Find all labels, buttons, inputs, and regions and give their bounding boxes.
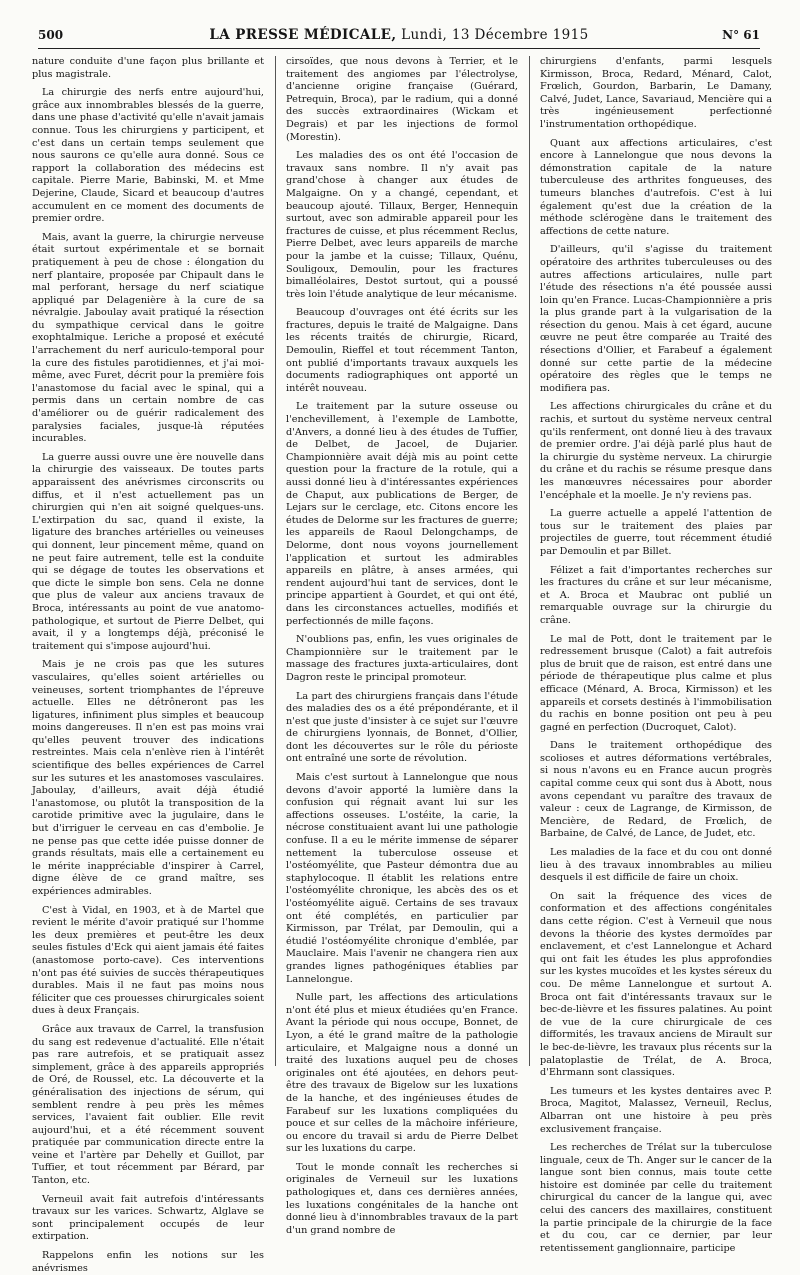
paragraph: La guerre actuelle a appelé l'attention de tous sur le traitement des plaies par projectiles de guerre, tout récemment étudié par Demoulin et par Billet.: [540, 508, 772, 557]
paragraph: nature conduite d'une façon plus brillante et plus magistrale.: [32, 56, 264, 80]
paragraph: Tout le monde connaît les recherches si originales de Verneuil sur les luxations pathologiques et, dans ces dernières années, les luxations congénitales de la hanche ont donné lieu à d'innombrables travaux de la part d'un grand nombre de: [286, 1161, 518, 1236]
paragraph: Rappelons enfin les notions sur les anévrismes: [32, 1250, 264, 1274]
paragraph: Mais, avant la guerre, la chirurgie nerveuse était surtout expérimentale et se bornait pratiquement à peu de chose : élongation du nerf plantaire, proposée par Chipault dans le mal perforant, hersage du nerf sciatique appliqué par Delagenière à la cure de sa névralgie. Jaboulay avait pratiqué la résection du sympathique cervical dans le goitre exophtalmique. Leriche a proposé et exécuté l'arrachement du nerf auriculo-temporal pour la cure des fistules parotidiennes, et j'ai moi-même, avec Furet, décrit pour la première fois l'anastomose du facial avec le spinal, qui a permis dans un certain nombre de cas d'améliorer ou de guérir radicalement des paralysies faciales, jusque-là réputées incurables.: [32, 231, 264, 445]
paragraph: Les maladies de la face et du cou ont donné lieu à des travaux innombrables au milieu desquels il est difficile de faire un choix.: [540, 847, 772, 884]
article-body: [32, 56, 772, 1274]
paragraph: Les recherches de Trélat sur la tuberculose linguale, ceux de Th. Anger sur le cancer de la langue sont bien connus, mais toute cette histoire est dominée par celle du traitement chirurgical du cancer de la langue qui, avec celui des cancers des maxillaires, constituent la partie principale de la chirurgie de la face et du cou, car ce dernier, par leur retentissement ganglionnaire, participe: [540, 1142, 772, 1254]
paragraph: Beaucoup d'ouvrages ont été écrits sur les fractures, depuis le traité de Malgaigne. Dans les récents traités de chirurgie, Ricard, Demoulin, Rieffel et tout récemment Tanton, ont publié d'importants travaux auxquels les documents radiographiques ont apporté un intérêt nouveau.: [286, 307, 518, 394]
issue-number: N° 61: [722, 28, 760, 42]
paragraph: Dans le traitement orthopédique des scolioses et autres déformations vertébrales, si nous n'avons eu en France aucun progrès capital comme ceux qui sont dus à Abott, nous avons cependant vu paraître des travaux de valeur : ceux de Lagrange, de Kirmisson, de Mencière, de Redard, de Frœlich, de Barbaine, de Calvé, de Lance, de Judet, etc.: [540, 740, 772, 840]
paragraph: Grâce aux travaux de Carrel, la transfusion du sang est redevenue d'actualité. Elle n'était pas rare autrefois, et se pratiquait assez simplement, grâce à des appareils appropriés de Oré, de Roussel, etc. La découverte et la généralisation des injections de sérum, qui semblent rendre à peu près les mêmes services, l'avaient fait oublier. Elle revit aujourd'hui, et a été récemment souvent pratiquée par communication directe entre la veine et l'artère par Dehelly et Guillot, par Tuffier, et tout récemment par Bérard, par Tanton, etc.: [32, 1023, 264, 1187]
paragraph: Verneuil avait fait autrefois d'intéressants travaux sur les varices. Schwartz, Alglave se sont principalement occupés de leur extirpation.: [32, 1193, 264, 1243]
column-2: [286, 56, 518, 1236]
paragraph: D'ailleurs, qu'il s'agisse du traitement opératoire des arthrites tuberculeuses ou des autres affections articulaires, nulle part l'étude des résections n'a été poussée aussi loin qu'en France. Lucas-Championnière a pris la plus grande part à la vulgarisation de la résection du genou. Mais à cet égard, aucune œuvre ne peut être comparée au Traité des résections d'Ollier, et Farabeuf a également donné sur cette partie de la médecine opératoire des règles que le temps ne modifiera pas.: [540, 244, 772, 394]
paragraph: Nulle part, les affections des articulations n'ont été plus et mieux étudiées qu'en France. Avant la période qui nous occupe, Bonnet, de Lyon, a été le grand maître de la pathologie articulaire, et Malgaigne nous a donné un traité des luxations auquel peu de choses originales ont été ajoutées, en dehors peut-être des travaux de Bigelow sur les luxations de la hanche, et des ingénieuses études de Farabeuf sur les luxations compliquées du pouce et sur celles de la mâchoire inférieure, ou encore du travail si ardu de Pierre Delbet sur les luxations du carpe.: [286, 992, 518, 1155]
journal-name: LA PRESSE MÉDICALE,: [209, 27, 397, 43]
issue-date: Lundi, 13 Décembre 1915: [396, 27, 589, 43]
paragraph: On sait la fréquence des vices de conformation et des affections congénitales dans cette région. C'est à Verneuil que nous devons la théorie des kystes dermoïdes par enclavement, et c'est Lannelongue et Achard qui ont fait les études les plus approfondies sur les kystes mucoïdes et les kystes séreux du cou. De même Lannelongue et surtout A. Broca ont fait d'intéressants travaux sur le bec-de-lièvre et les fissures palatines. Au point de vue de la cure chirurgicale de ces difformités, les travaux anciens de Mirault sur le bec-de-lièvre, les travaux plus récents sur la palatoplastie de Trélat, de A. Broca, d'Ehrmann sont classiques.: [540, 890, 772, 1079]
paragraph: Félizet a fait d'importantes recherches sur les fractures du crâne et sur leur mécanisme, et A. Broca et Maubrac ont publié un remarquable ouvrage sur la chirurgie du crâne.: [540, 564, 772, 626]
running-title: [38, 27, 760, 43]
column-rule: [529, 56, 530, 1066]
paragraph: C'est à Vidal, en 1903, et à de Martel que revient le mérite d'avoir pratiqué sur l'homme les deux premières et peut-être les deux seules fistules d'Eck qui aient jamais été faites (anastomose porto-cave). Ces interventions n'ont pas été suivies de succès thérapeutiques durables. Mais il ne faut pas moins nous féliciter que ces prouesses chirurgicales soient dues à deux Français.: [32, 904, 264, 1017]
paragraph: Mais je ne crois pas que les sutures vasculaires, qu'elles soient artérielles ou veineuses, sortent triomphantes de l'épreuve actuelle. Elles ne détrôneront pas les ligatures, infiniment plus simples et beaucoup moins dangereuses. Il n'en est pas moins vrai qu'elles peuvent trouver des indications restreintes. Mais cela n'enlève rien à l'intérêt scientifique des belles expériences de Carrel sur les sutures et les anastomoses vasculaires. Jaboulay, d'ailleurs, avait déjà étudié l'anastomose, ou plutôt la transposition de la carotide primitive avec la jugulaire, dans le but d'irriguer le cerveau en cas d'embolie. Je ne pense pas que cette idée puisse donner de grands résultats, mais elle a certainement eu le mérite inappréciable d'inspirer à Carrel, digne élève de ce grand maître, ses expériences admirables.: [32, 659, 264, 897]
column-3: [540, 56, 772, 1254]
paragraph: Les affections chirurgicales du crâne et du rachis, et surtout du système nerveux central qu'ils renferment, ont donné lieu à des travaux de premier ordre. J'ai déjà parlé plus haut de la chirurgie du système nerveux. La chirurgie du crâne et du rachis se résume presque dans les manœuvres nécessaires pour aborder l'encéphale et la moelle. Je n'y reviens pas.: [540, 401, 772, 501]
column-1: [32, 56, 264, 1274]
paragraph: La guerre aussi ouvre une ère nouvelle dans la chirurgie des vaisseaux. De toutes parts apparaissent des anévrismes circonscrits ou diffus, et il n'est actuellement pas un chirurgien qui n'en ait soigné quelques-uns. L'extirpation du sac, quand il existe, la ligature des branches artérielles ou veineuses qui donnent, leur pincement même, quand on ne peut faire autrement, telle est la conduite qui se dégage de toutes les observations et que dicte le simple bon sens. Cela ne donne que plus de valeur aux anciens travaux de Broca, intéressants au point de vue anatomo-pathologique, et surtout de Pierre Delbet, qui avait, il y a longtemps déjà, préconisé le traitement qui s'impose aujourd'hui.: [32, 451, 264, 652]
column-rule: [275, 56, 276, 1066]
paragraph: Mais c'est surtout à Lannelongue que nous devons d'avoir apporté la lumière dans la confusion qui régnait avant lui sur les affections osseuses. L'ostéite, la carie, la nécrose constituaient avant lui une pathologie confuse. Il a eu le mérite immense de séparer nettement la tuberculose osseuse et l'ostéomyélite, que Pasteur démontra due au staphylocoque. Il établit les relations entre l'ostéomyélite chronique, les abcès des os et l'ostéomyélite aiguë. Certains de ses travaux ont été complétés, en particulier par Kirmisson, par Trélat, par Demoulin, qui a étudié l'ostéomyélite chronique d'emblée, par Mauclaire. Mais l'avenir ne changera rien aux grandes lignes pathogéniques établies par Lannelongue.: [286, 772, 518, 985]
paragraph: N'oublions pas, enfin, les vues originales de Championnière sur le traitement par le massage des fractures juxta-articulaires, dont Dagron reste le principal promoteur.: [286, 634, 518, 683]
paragraph: La chirurgie des nerfs entre aujourd'hui, grâce aux innombrables blessés de la guerre, dans une phase d'activité qu'elle n'avait jamais connue. Tous les chirurgiens y participent, et c'est dans un certain temps seulement que nous saurons ce qu'elle aura donné. Sous ce rapport la collaboration des médecins est capitale. Pierre Marie, Babinski, M. et Mme Dejerine, Claude, Sicard et beaucoup d'autres accumulent en ce moment des documents de premier ordre.: [32, 87, 264, 225]
paragraph: Les tumeurs et les kystes dentaires avec P. Broca, Magitot, Malassez, Verneuil, Reclus, Albarran ont une histoire à peu près exclusivement française.: [540, 1085, 772, 1135]
paragraph: Quant aux affections articulaires, c'est encore à Lannelongue que nous devons la démonstration capitale de la nature tuberculeuse des arthrites fongueuses, des tumeurs blanches d'autrefois. C'est à lui également qu'est due la création de la méthode sclérogène dans le traitement des affections de cette nature.: [540, 137, 772, 237]
paragraph: chirurgiens d'enfants, parmi lesquels Kirmisson, Broca, Redard, Ménard, Calot, Frœlich, Gourdon, Barbarin, Le Damany, Calvé, Judet, Lance, Savariaud, Mencière qui a très ingénieusement perfectionné l'instrumentation orthopédique.: [540, 56, 772, 130]
paragraph: La part des chirurgiens français dans l'étude des maladies des os a été prépondérante, et il n'est que juste d'insister à ce sujet sur l'œuvre de chirurgiens lyonnais, de Bonnet, d'Ollier, dont les découvertes sur le rôle du périoste ont entraîné une sorte de révolution.: [286, 690, 518, 765]
paragraph: Les maladies des os ont été l'occasion de travaux sans nombre. Il n'y avait pas grand'chose à changer aux études de Malgaigne. On y a changé, cependant, et beaucoup ajouté. Tillaux, Berger, Hennequin surtout, avec son admirable appareil pour les fractures de cuisse, et plus récemment Reclus, Pierre Delbet, avec leurs appareils de marche pour la jambe et la cuisse; Tillaux, Quénu, Souligoux, Demoulin, pour les fractures bimalléolaires, Destot surtout, qui a poussé très loin l'étude analytique de leur mécanisme.: [286, 150, 518, 300]
paragraph: Le mal de Pott, dont le traitement par le redressement brusque (Calot) a fait autrefois plus de bruit que de raison, est entré dans une période de thérapeutique plus calme et plus efficace (Ménard, A. Broca, Kirmisson) et les appareils et corsets destinés à l'immobilisation du rachis en bonne position ont peu à peu gagné en perfection (Ducroquet, Calot).: [540, 633, 772, 733]
paragraph: cirsoïdes, que nous devons à Terrier, et le traitement des angiomes par l'électrolyse, d'ancienne origine française (Guérard, Petrequin, Broca), par le radium, qui a donné des succès extraordinaires (Wickam et Degrais) et par les injections de formol (Morestin).: [286, 56, 518, 143]
page-header: [38, 26, 760, 49]
page-number: 500: [38, 28, 64, 42]
paragraph: Le traitement par la suture osseuse ou l'enchevillement, à l'exemple de Lambotte, d'Anvers, a donné lieu à des études de Tuffier, de Delbet, de Jacoel, de Dujarier. Championnière avait déjà mis au point cette question pour la fracture de la rotule, qui a aussi donné lieu à d'intéressantes expériences de Chaput, aux publications de Berger, de Lejars sur le cerclage, etc. Citons encore les études de Delorme sur les fractures de guerre; les appareils de Raoul Delongchamps, de Delorme, dont nous voyons journellement l'application et surtout les admirables appareils en plâtre, à anses armées, qui rendent aujourd'hui tant de services, dont le principe appartient à Gourdet, et qui ont été, dans les circonstances actuelles, modifiés et perfectionnés de mille façons.: [286, 401, 518, 627]
